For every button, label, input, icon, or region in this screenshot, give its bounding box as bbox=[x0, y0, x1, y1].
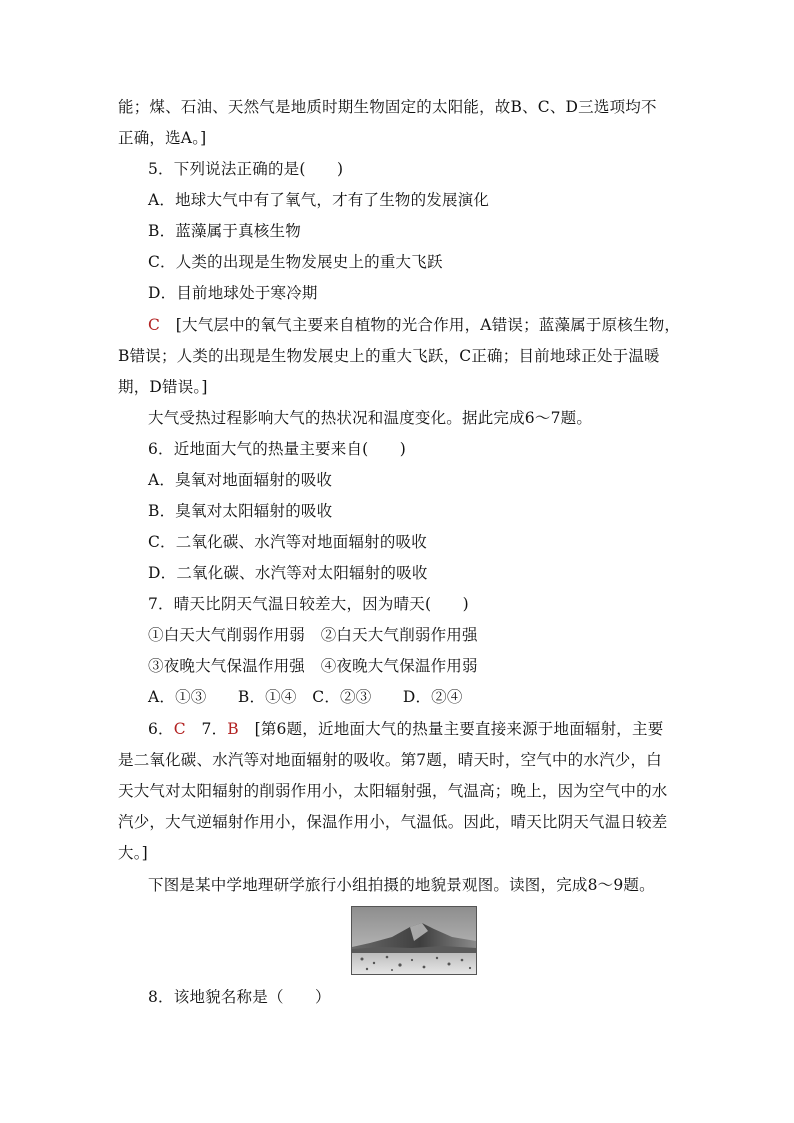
question-7-statements-2: ③夜晚大气保温作用强 ④夜晚大气保温作用弱 bbox=[148, 657, 478, 675]
question-7-stem: 7．晴天比阴天气温日较差大，因为晴天( ) bbox=[148, 595, 469, 613]
question-5-option-c: C．人类的出现是生物发展史上的重大飞跃 bbox=[148, 253, 443, 271]
question-5-option-b: B．蓝藻属于真核生物 bbox=[148, 222, 301, 240]
answer-7-mark: B bbox=[227, 720, 239, 738]
question-6-stem: 6．近地面大气的热量主要来自( ) bbox=[148, 440, 407, 458]
answer-5-line-1 bbox=[148, 315, 680, 335]
intro-8-9: 下图是某中学地理研学旅行小组拍摄的地貌景观图。读图，完成8～9题。 bbox=[148, 876, 655, 894]
answer-6-7-line-3: 天大气对太阳辐射的削弱作用小，太阳辐射强，气温高；晚上，因为空气中的水 bbox=[118, 782, 668, 800]
dune-landscape-image bbox=[352, 907, 476, 974]
question-8-stem: 8．该地貌名称是（ ） bbox=[148, 988, 331, 1006]
answer-6-7-line-4: 汽少，大气逆辐射作用小，保温作用小，气温低。因此，晴天比阴天气温日较差 bbox=[118, 813, 668, 831]
answer-6-label: 6． bbox=[148, 720, 174, 738]
question-6-option-b: B．臭氧对太阳辐射的吸收 bbox=[148, 502, 333, 520]
question-7-choices: A．①③ B．①④ C．②③ D．②④ bbox=[148, 688, 463, 706]
question-6-option-a: A．臭氧对地面辐射的吸收 bbox=[148, 471, 333, 489]
answer-5-explanation: [大气层中的氧气主要来自植物的光合作用，A错误；蓝藻属于原核生物， bbox=[160, 316, 681, 334]
answer-6-7-explanation: [第6题，近地面大气的热量主要直接来源于地面辐射，主要 bbox=[238, 720, 664, 738]
question-6-option-d: D．二氧化碳、水汽等对太阳辐射的吸收 bbox=[148, 564, 428, 582]
question-5-option-d: D．目前地球处于寒冷期 bbox=[148, 284, 318, 302]
question-7-statements-1: ①白天大气削弱作用弱 ②白天大气削弱作用强 bbox=[148, 626, 478, 644]
question-6-option-c: C．二氧化碳、水汽等对地面辐射的吸收 bbox=[148, 533, 427, 551]
intro-6-7: 大气受热过程影响大气的热状况和温度变化。据此完成6～7题。 bbox=[148, 409, 593, 427]
text-line: 正确，选A。] bbox=[118, 129, 207, 147]
answer-6-7-line-5: 大。] bbox=[118, 844, 148, 862]
question-5-option-a: A．地球大气中有了氧气，才有了生物的发展演化 bbox=[148, 191, 490, 209]
answer-6-7-line-2: 是二氧化碳、水汽等对地面辐射的吸收。第7题，晴天时，空气中的水汽少，白 bbox=[118, 751, 662, 769]
answer-5-line-3: 期，D错误。] bbox=[118, 378, 208, 396]
desert-dune-photo bbox=[351, 906, 477, 975]
answer-5-mark: C bbox=[148, 316, 161, 334]
question-5-stem: 5．下列说法正确的是( ) bbox=[148, 160, 344, 178]
answer-7-label: 7． bbox=[185, 720, 228, 738]
answer-5-line-2: B错误；人类的出现是生物发展史上的重大飞跃，C正确；目前地球正处于温暖 bbox=[118, 347, 660, 365]
text-line: 能；煤、石油、天然气是地质时期生物固定的太阳能，故B、C、D三选项均不 bbox=[118, 98, 657, 116]
answer-6-7-line-1 bbox=[148, 719, 663, 739]
answer-6-mark: C bbox=[173, 720, 186, 738]
